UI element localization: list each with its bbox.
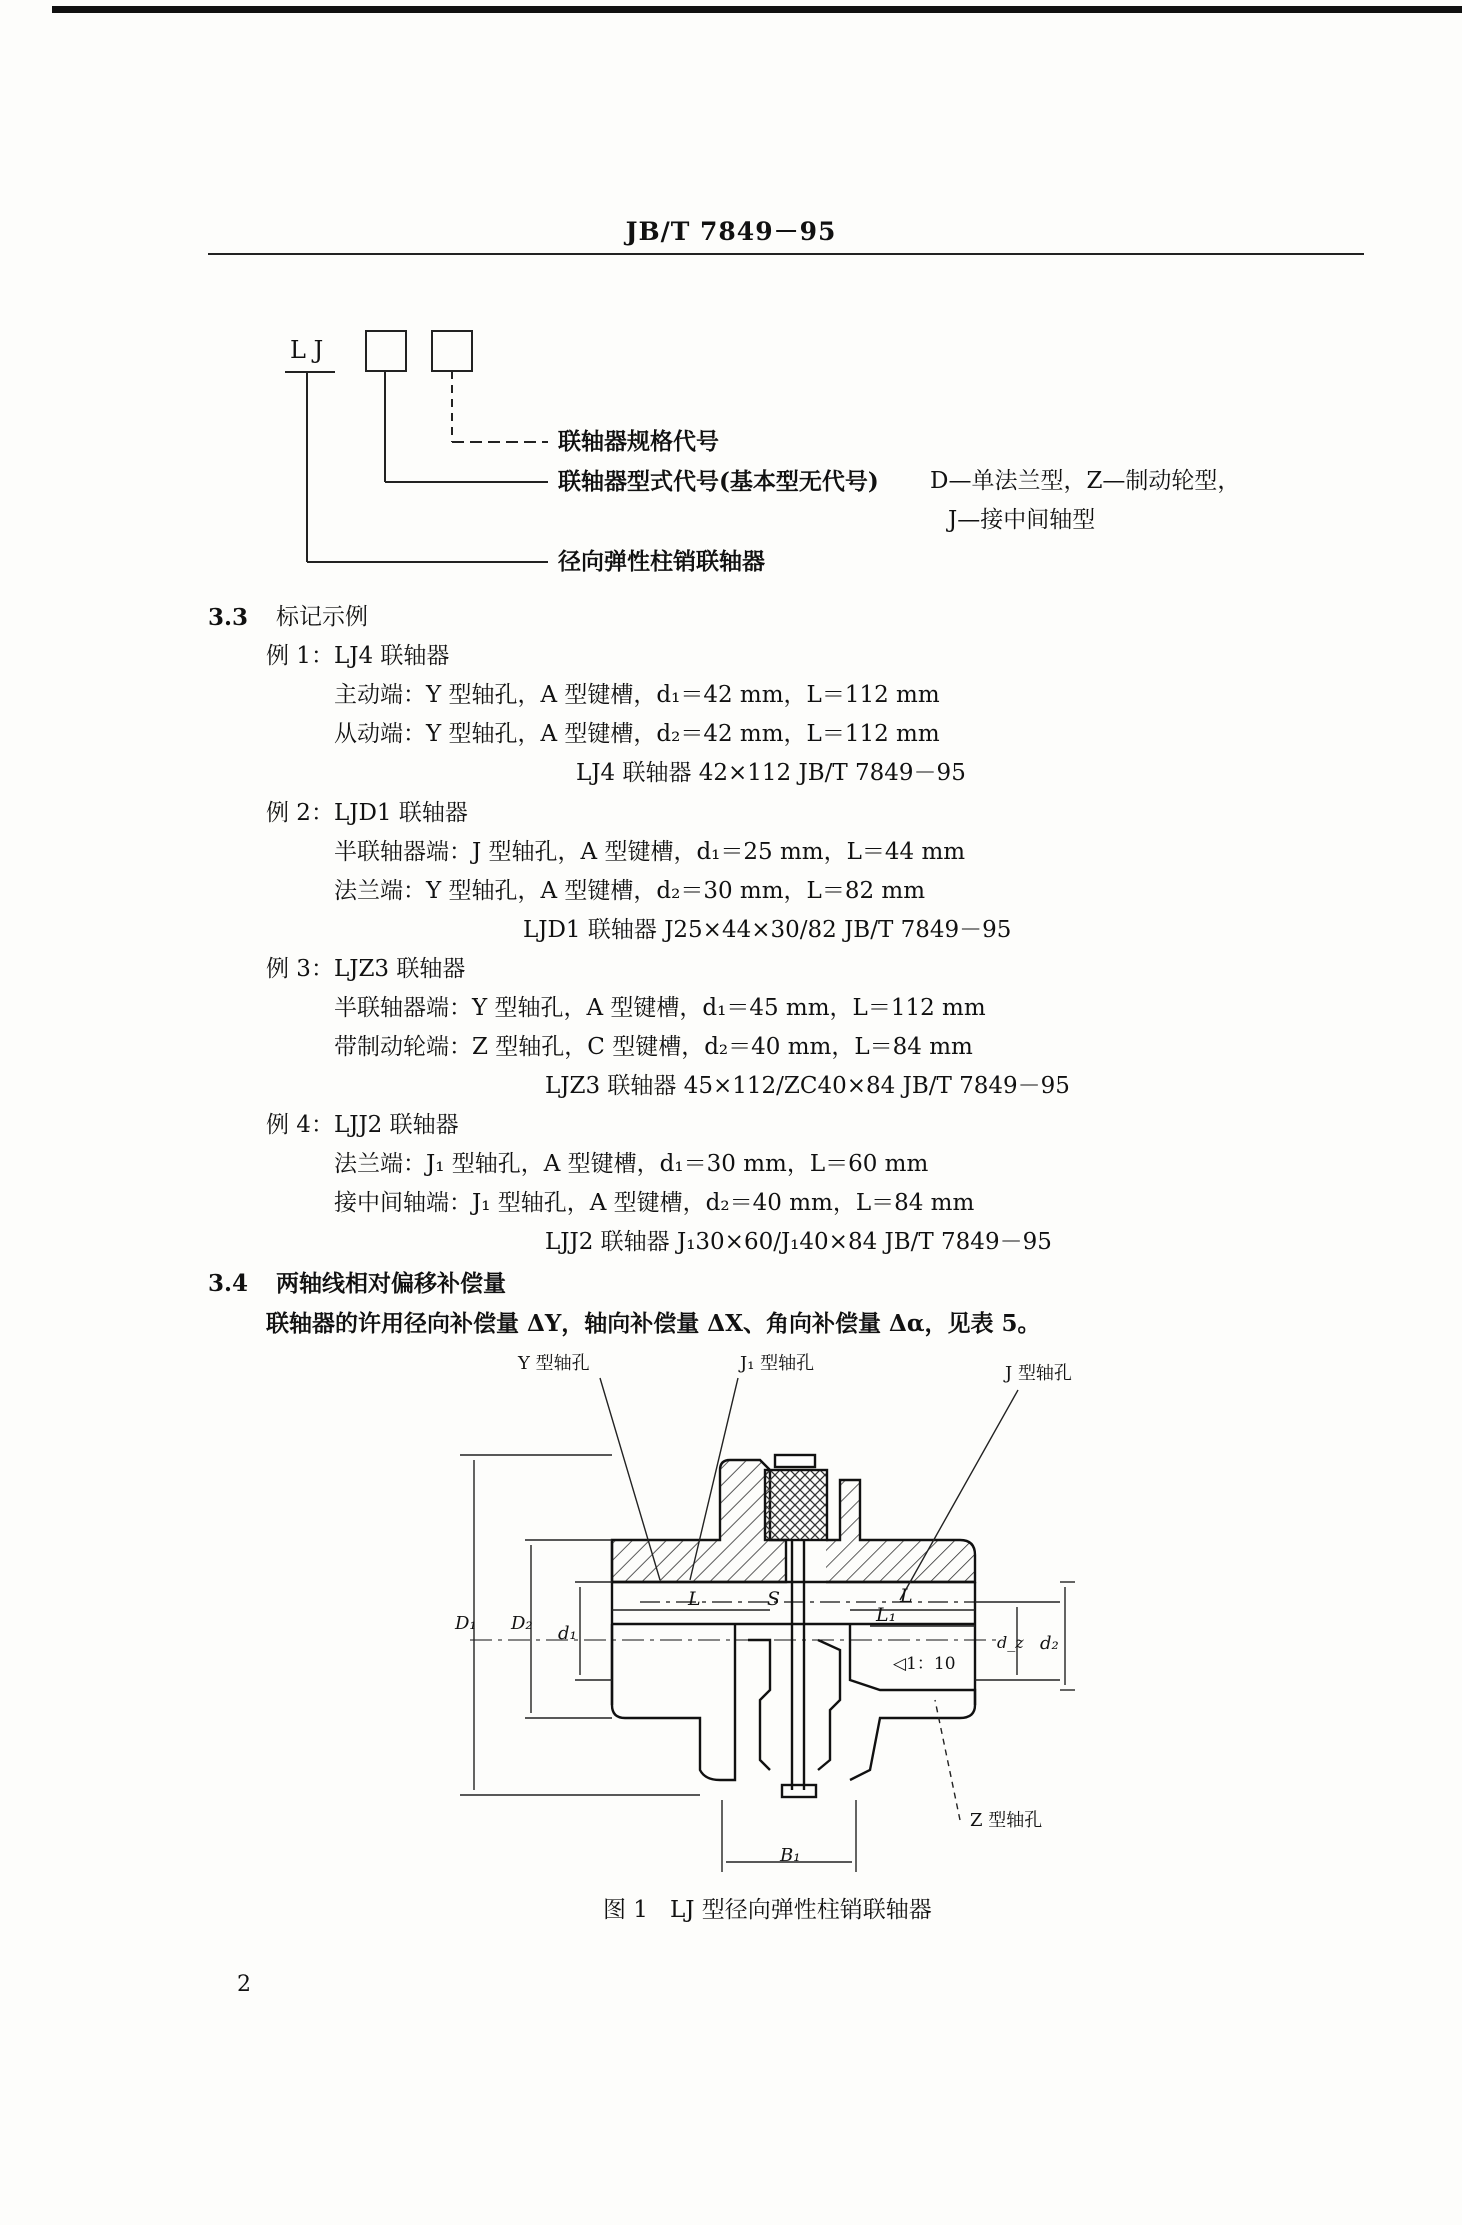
example-4-line1: 法兰端：J₁ 型轴孔，A 型键槽，d₁＝30 mm，L＝60 mm xyxy=(334,1151,929,1177)
example-1-title: 例 1：LJ4 联轴器 xyxy=(266,643,450,669)
taper-mark: ◁1：10 xyxy=(893,1654,956,1674)
dim-D2: D₂ xyxy=(511,1613,533,1634)
label-j-bore: J 型轴孔 xyxy=(1005,1363,1072,1384)
example-3-mark: LJZ3 联轴器 45×112/ZC40×84 JB/T 7849－95 xyxy=(545,1073,1070,1099)
figure-caption-number: 图 1 xyxy=(603,1897,648,1923)
example-1-mark: LJ4 联轴器 42×112 JB/T 7849－95 xyxy=(576,760,966,786)
figure-caption-text: LJ 型径向弹性柱销联轴器 xyxy=(669,1897,932,1923)
example-2-line2: 法兰端：Y 型轴孔，A 型键槽，d₂＝30 mm，L＝82 mm xyxy=(334,878,926,904)
type-options-1: D—单法兰型，Z—制动轮型， xyxy=(930,468,1241,494)
coupling-name-label: 径向弹性柱销联轴器 xyxy=(558,548,765,575)
section-3-3-title: 标记示例 xyxy=(276,604,368,630)
section-3-4-body: 联轴器的许用径向补偿量 ΔY，轴向补偿量 ΔX、角向补偿量 Δα，见表 5。 xyxy=(266,1310,1041,1337)
dim-L1: L₁ xyxy=(876,1604,897,1626)
example-1-line2: 从动端：Y 型轴孔，A 型键槽，d₂＝42 mm，L＝112 mm xyxy=(334,721,940,747)
example-3-title: 例 3：LJZ3 联轴器 xyxy=(266,956,466,982)
dim-d1: d₁ xyxy=(558,1623,577,1644)
example-4-mark: LJJ2 联轴器 J₁30×60/J₁40×84 JB/T 7849－95 xyxy=(545,1229,1052,1255)
dim-L-right: L xyxy=(900,1585,913,1607)
label-j1-bore: J₁ 型轴孔 xyxy=(740,1353,815,1374)
example-2-title: 例 2：LJD1 联轴器 xyxy=(266,800,468,826)
example-1-line1: 主动端：Y 型轴孔，A 型键槽，d₁＝42 mm，L＝112 mm xyxy=(334,682,940,708)
example-2-mark: LJD1 联轴器 J25×44×30/82 JB/T 7849－95 xyxy=(523,917,1012,943)
section-3-4-number: 3.4 xyxy=(208,1270,249,1297)
figure-caption xyxy=(603,1891,954,1924)
example-4-line2: 接中间轴端：J₁ 型轴孔，A 型键槽，d₂＝40 mm，L＝84 mm xyxy=(334,1190,975,1216)
type-code-label: 联轴器型式代号(基本型无代号) xyxy=(558,468,879,495)
example-4-title: 例 4：LJJ2 联轴器 xyxy=(266,1112,459,1138)
section-3-3-number: 3.3 xyxy=(208,604,249,631)
page-header: JB/T 7849－95 xyxy=(625,217,837,246)
designation-prefix: L J xyxy=(290,336,324,364)
example-3-line2: 带制动轮端：Z 型轴孔，C 型键槽，d₂＝40 mm，L＝84 mm xyxy=(334,1034,973,1060)
dim-L: L xyxy=(688,1588,701,1610)
label-y-bore: Y 型轴孔 xyxy=(518,1353,590,1374)
page-number: 2 xyxy=(237,1972,251,1997)
dim-dz: d_z xyxy=(997,1633,1024,1652)
example-2-line1: 半联轴器端：J 型轴孔，A 型键槽，d₁＝25 mm，L＝44 mm xyxy=(334,839,966,865)
section-3-4-title: 两轴线相对偏移补偿量 xyxy=(276,1270,506,1297)
example-3-line1: 半联轴器端：Y 型轴孔，A 型键槽，d₁＝45 mm，L＝112 mm xyxy=(334,995,986,1021)
spec-code-label: 联轴器规格代号 xyxy=(558,428,719,455)
dim-B1: B₁ xyxy=(780,1845,801,1866)
type-options-2: J—接中间轴型 xyxy=(948,507,1096,533)
dim-D1: D₁ xyxy=(455,1613,477,1634)
dim-d2: d₂ xyxy=(1040,1633,1059,1654)
dim-S: S xyxy=(767,1588,781,1610)
label-z-bore: Z 型轴孔 xyxy=(970,1810,1043,1831)
